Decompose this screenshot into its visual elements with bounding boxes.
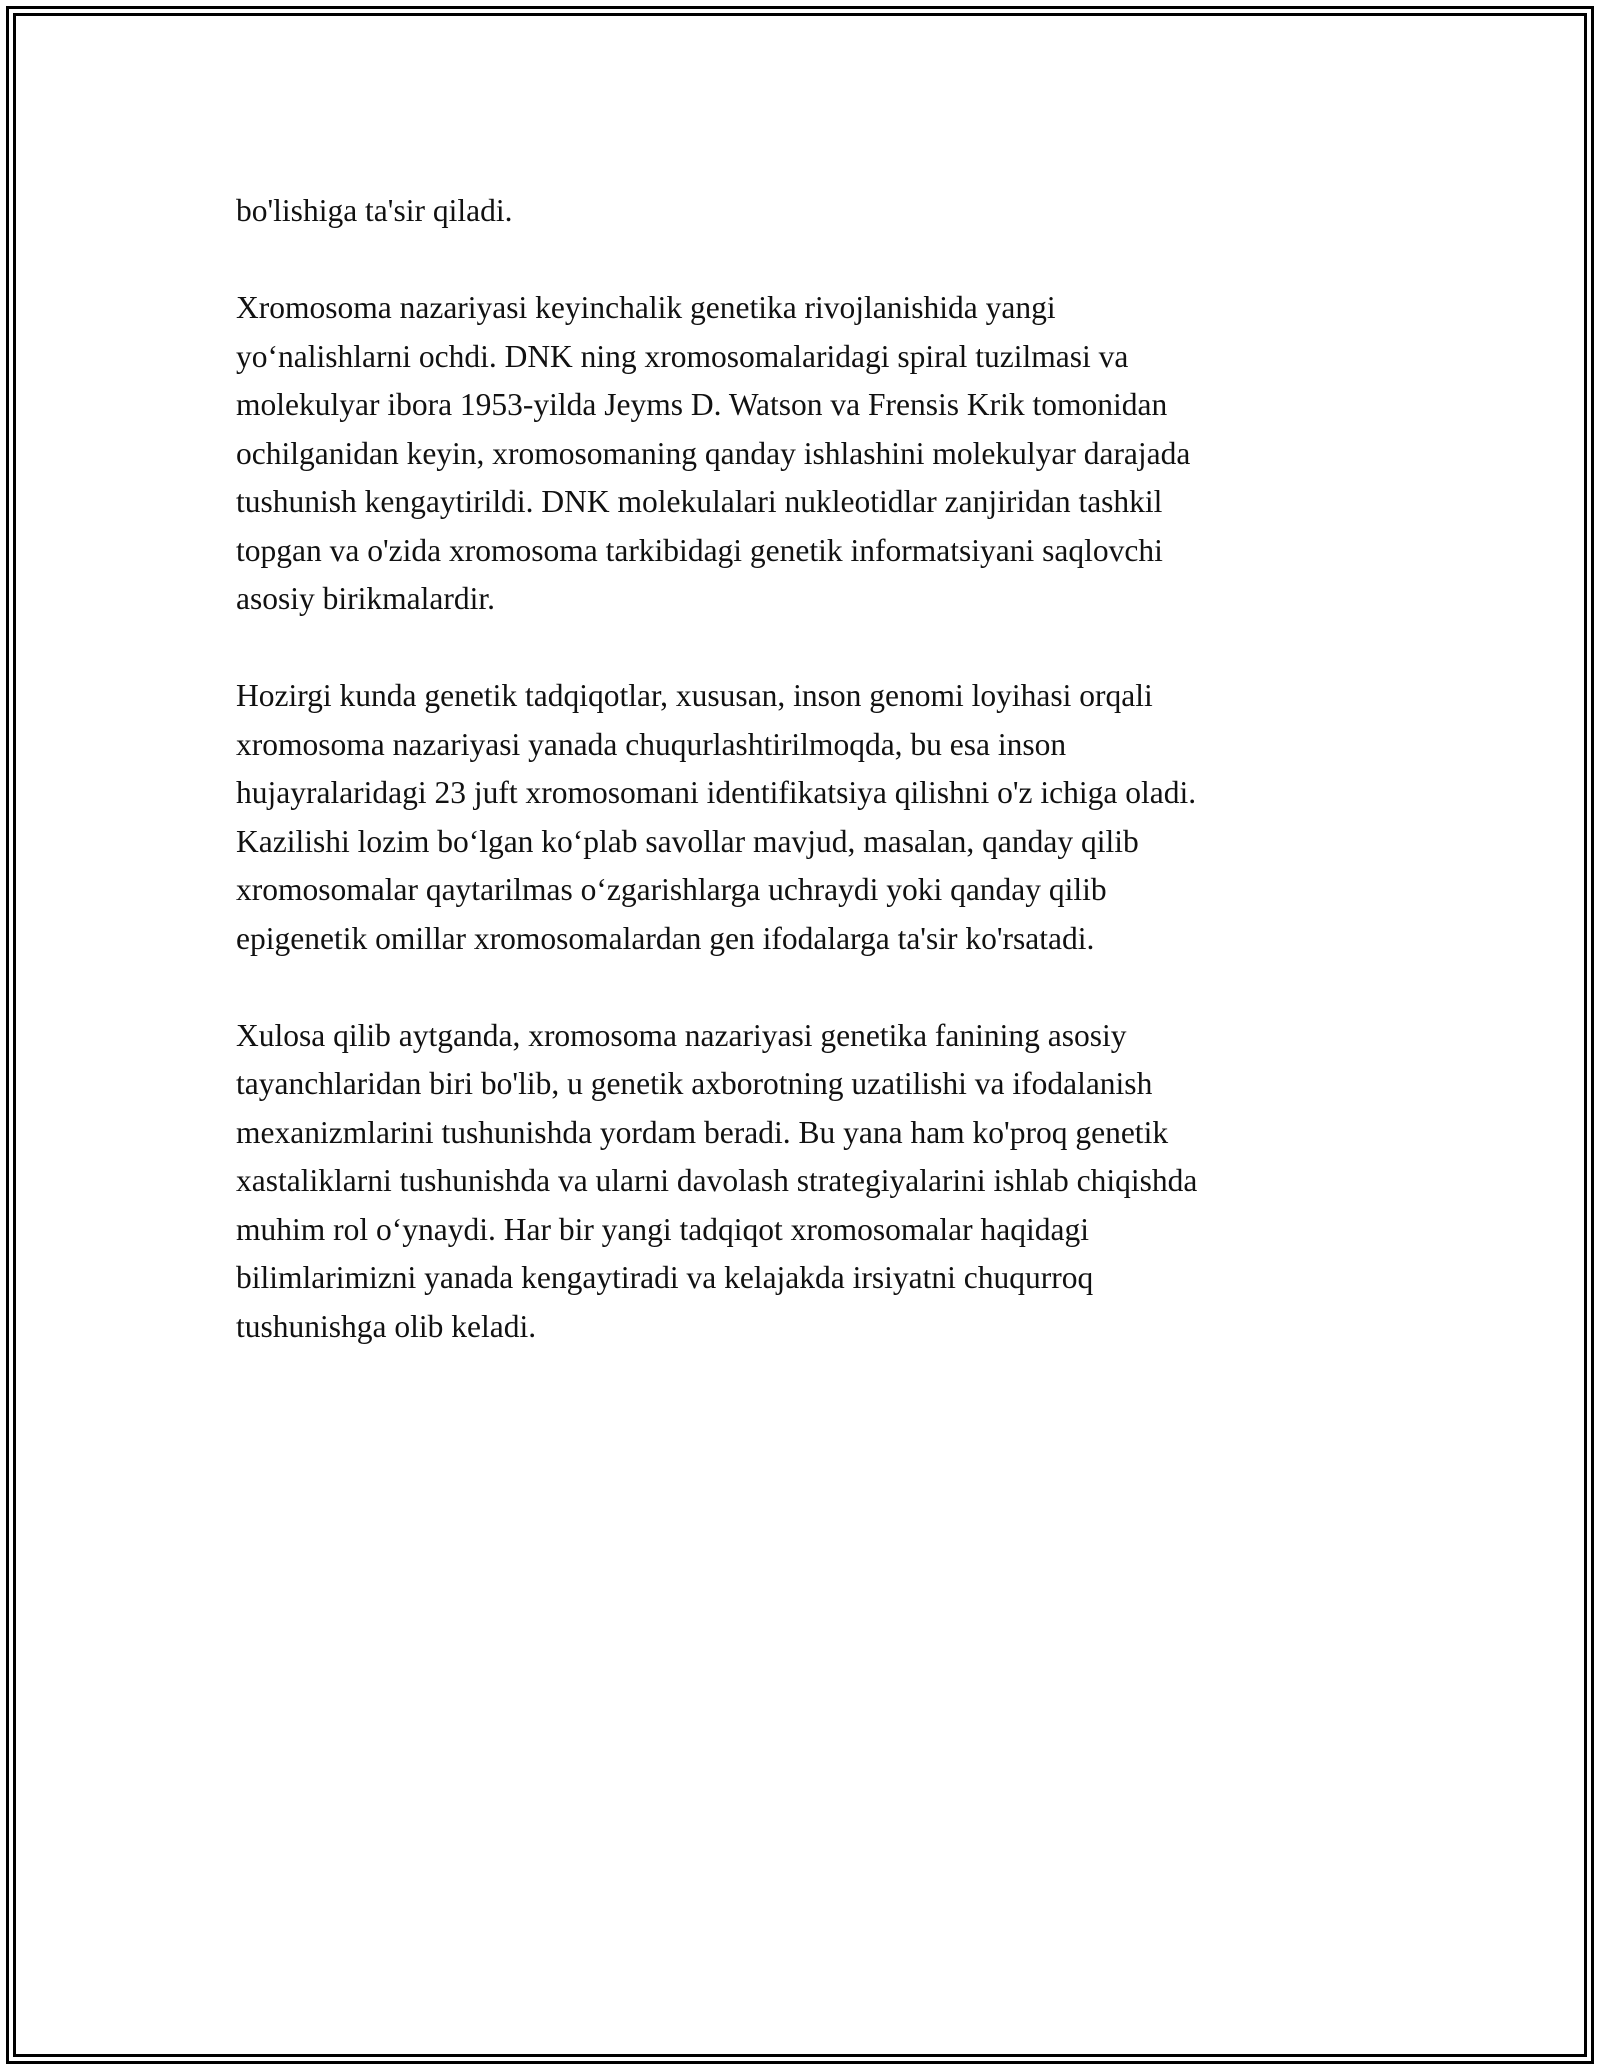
paragraph-genome-research: Hozirgi kunda genetik tadqiqotlar, xususan, inson genomi loyihasi orqali xromosoma nazariyasi yanada chuqurlashtirilmoqda, bu esa inson hujayralaridagi 23 juft xromosomani identifikatsiya qilishni o'z ichiga oladi. Kazilishi lozim bo‘lgan ko‘plab savollar mavjud, masalan, qanday qilib xromosomalar qaytarilmas o‘zgarishlarga uchraydi yoki qanday qilib epigenetik omillar xromosomalardan gen ifodalarga ta'sir ko'rsatadi. xyxy=(236,678,1197,956)
paragraph-dna-structure: Xromosoma nazariyasi keyinchalik genetika rivojlanishida yangi yo‘nalishlarni ochdi. DNK ning xromosomalaridagi spiral tuzilmasi va molekulyar ibora 1953-yilda Jeyms D. Watson va Frensis Krik tomonidan ochilganidan keyin, xromosomaning qanday ishlashini molekulyar darajada tushunish kengaytirildi. DNK molekulalari nukleotidlar zanjiridan tashkil topgan va o'zida xromosoma tarkibidagi genetik informatsiyani saqlovchi asosiy birikmalardir. xyxy=(236,290,1191,616)
paragraph-conclusion: Xulosa qilib aytganda, xromosoma nazariyasi genetika fanining asosiy tayanchlaridan biri bo'lib, u genetik axborotning uzatilishi va ifodalanish mexanizmlarini tushunishda yordam beradi. Bu yana ham ko'proq genetik xastaliklarni tushunishda va ularni davolash strategiyalarini ishlab chiqishda muhim rol o‘ynaydi. Har bir yangi tadqiqot xromosomalar haqidagi bilimlarimizni yanada kengaytiradi va kelajakda irsiyatni chuqurroq tushunishga olib keladi. xyxy=(236,1017,1198,1344)
document-body xyxy=(236,187,1376,1400)
paragraph-continuation: bo'lishiga ta'sir qiladi. xyxy=(236,193,513,228)
